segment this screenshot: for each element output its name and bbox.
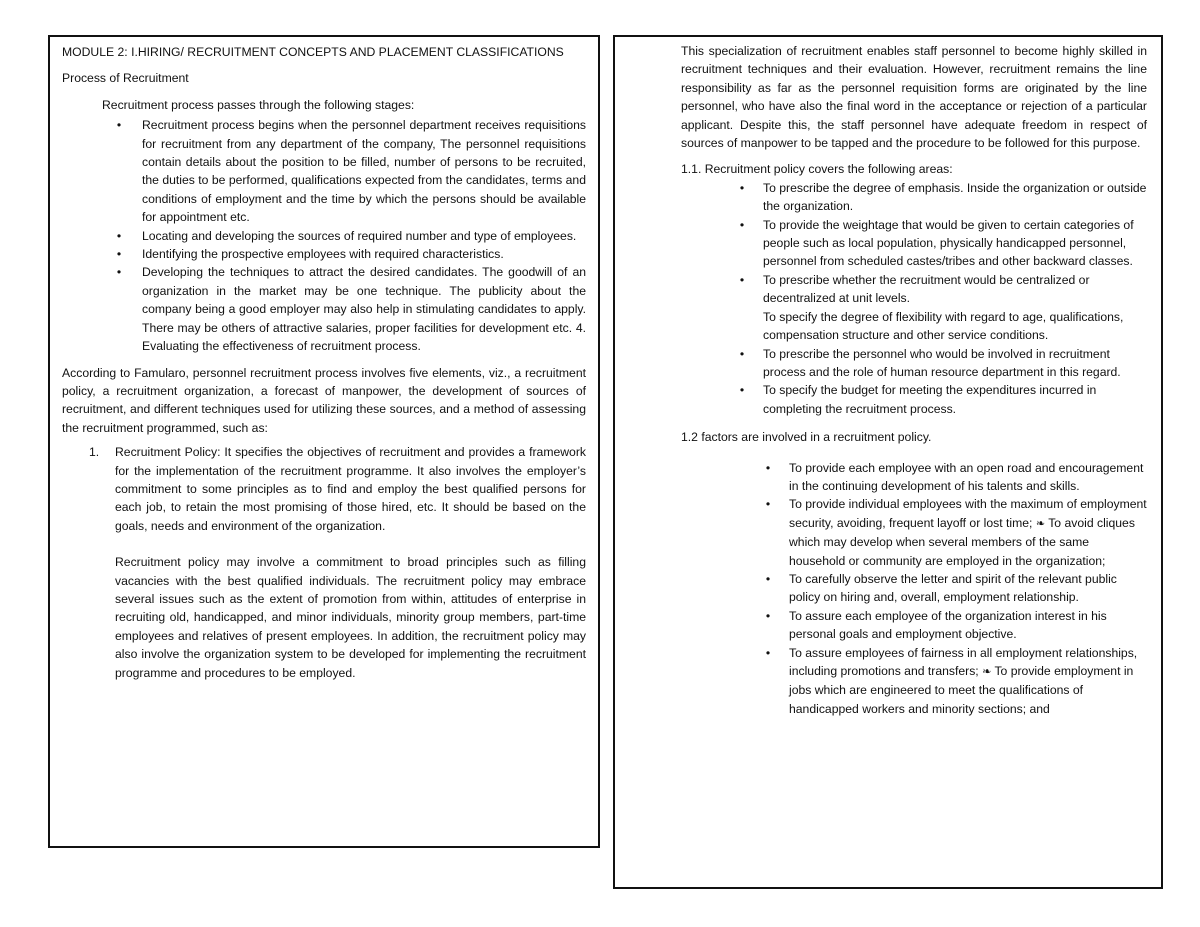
bullet-icon: • — [765, 460, 771, 475]
item-number: 1. — [89, 445, 100, 460]
bullet-icon: • — [116, 265, 122, 280]
factors-list — [629, 459, 1147, 719]
process-heading: Process of Recruitment — [62, 71, 189, 86]
list-item — [629, 271, 1147, 345]
list-item — [629, 495, 1147, 570]
bullet-icon: • — [739, 272, 745, 287]
specialization-paragraph: This specialization of recruitment enables staff personnel to become highly skilled in recruitment techniques and their evaluation. However, recruitment remains the line responsibility as far as the personnel requisition forms are originated by the line personnel, who have also the final word in the acceptance or rejection of a particular applicant. Despite this, the staff personnel have adequate freedom in respect of sources of manpower to be tapped and the procedure to be followed for this purpose. — [681, 44, 1147, 151]
list-item — [62, 227, 586, 245]
bullet-icon: • — [765, 645, 771, 660]
list-item — [629, 570, 1147, 607]
factors-heading: 1.2 factors are involved in a recruitment policy. — [681, 430, 932, 445]
list-item — [62, 116, 586, 226]
bullet-icon: • — [739, 383, 745, 398]
policy-areas-heading: 1.1. Recruitment policy covers the following areas: — [681, 162, 953, 177]
list-item — [629, 216, 1147, 271]
list-item — [629, 459, 1147, 496]
bullet-icon: • — [739, 346, 745, 361]
list-item — [629, 607, 1147, 644]
list-item-text-continued: To provide employment in jobs which are engineered to meet the qualifications of handicapped workers and minority sections; and — [789, 664, 1134, 716]
list-item-text: To carefully observe the letter and spirit of the relevant public policy on hiring and, overall, employment relationship. — [789, 571, 1117, 605]
bullet-icon: • — [116, 118, 122, 133]
bullet-icon: • — [116, 247, 122, 262]
bullet-icon: • — [739, 217, 745, 232]
bullet-icon: • — [739, 180, 745, 195]
list-item-text: To assure each employee of the organization interest in his personal goals and employment objective. — [789, 608, 1107, 642]
list-item-text: To prescribe whether the recruitment would be centralized or decentralized at unit levels. — [763, 272, 1090, 306]
famularo-paragraph: According to Famularo, personnel recruitment process involves five elements, viz., a recruitment policy, a recruitment organization, a forecast of manpower, the development of sources of recruitment, and different techniques used for utilizing these sources, and a method of assessing the recruitment programmed, such as: — [62, 365, 586, 435]
list-item-text: To provide the weightage that would be given to certain categories of people such as local population, physically handicapped personnel, personnel from scheduled castes/tribes and other backward classes. — [763, 217, 1134, 269]
flower-bullet-icon: ❧ — [982, 666, 992, 678]
flower-bullet-icon: ❧ — [1035, 517, 1046, 530]
list-item-text: To prescribe the personnel who would be involved in recruitment process and the role of human resource department in this regard. — [763, 346, 1121, 379]
list-item-text: To specify the budget for meeting the expenditures incurred in completing the recruitment process. — [763, 383, 1097, 416]
bullet-icon: • — [116, 228, 122, 243]
list-item-text: To provide each employee with an open road and encouragement in the continuing development of his talents and skills. — [789, 460, 1144, 493]
list-item-continuation: To specify the degree of flexibility with regard to age, qualifications, compensation structure and other service conditions. — [763, 309, 1124, 343]
bullet-icon: • — [765, 571, 771, 586]
list-item — [62, 245, 586, 263]
list-item-text: Identifying the prospective employees with required characteristics. — [142, 247, 504, 262]
list-item-text-continued: To avoid cliques which may develop when several members of the same household or community are employed in the organization; — [789, 515, 1135, 568]
numbered-item — [62, 443, 586, 682]
list-item — [629, 179, 1147, 216]
list-item — [62, 263, 586, 355]
list-item — [629, 345, 1147, 382]
list-item-text: To assure employees of fairness in all employment relationships, including promotions and transfers; — [789, 645, 1138, 678]
process-stages-list — [62, 116, 586, 355]
module-title: MODULE 2: I.HIRING/ RECRUITMENT CONCEPTS AND PLACEMENT CLASSIFICATIONS — [62, 45, 564, 59]
bullet-icon: • — [765, 497, 771, 512]
process-intro: Recruitment process passes through the following stages: — [102, 97, 415, 112]
bullet-icon: • — [765, 608, 771, 623]
recruitment-policy-subparagraph: Recruitment policy may involve a commitment to broad principles such as filling vacancies with the best qualified individuals. The recruitment policy may embrace several issues such as the extent of promotion from within, attitudes of enterprise in recruiting old, handicapped, and minor individuals, minority group members, part-time employees and relatives of present employees. In addition, the recruitment policy may also involve the organization system to be developed for implementing the recruitment programme and procedures to be employed. — [115, 555, 586, 680]
policy-areas-list — [629, 179, 1147, 418]
list-item-text: Recruitment process begins when the personnel department receives requisitions for recruitment from any department of the company, The personnel requisitions contain details about the position to be filled, number of persons to be recruited, the duties to be performed, qualifications expected from the candidates, terms and conditions of employment and the time by which the persons should be available for appointment etc. — [142, 118, 586, 225]
list-item-text: Developing the techniques to attract the desired candidates. The goodwill of an organization in the market may be one technique. The publicity about the company being a good employer may also help in stimulating candidates to apply. There may be others of attractive salaries, proper facilities for development etc. 4. Evaluating the effectiveness of recruitment process. — [142, 265, 586, 354]
elements-numbered-list — [62, 443, 586, 682]
list-item-text: To provide individual employees with the maximum of employment security, avoiding, frequent layoff or lost time; — [789, 497, 1147, 530]
list-item — [629, 644, 1147, 719]
list-item — [629, 381, 1147, 418]
left-page-panel — [48, 35, 600, 848]
list-item-text: To prescribe the degree of emphasis. Inside the organization or outside the organization. — [763, 180, 1147, 214]
list-item-text: Locating and developing the sources of required number and type of employees. — [142, 228, 577, 243]
recruitment-policy-text: Recruitment Policy: It specifies the objectives of recruitment and provides a framework for the implementation of the recruitment programme. It also involves the employer’s commitment to some principles as to find and employ the best qualified persons for each job, to retain the most promising of those hired, etc. It should be based on the goals, needs and environment of the organization. — [115, 445, 586, 533]
right-page-panel — [613, 35, 1163, 889]
